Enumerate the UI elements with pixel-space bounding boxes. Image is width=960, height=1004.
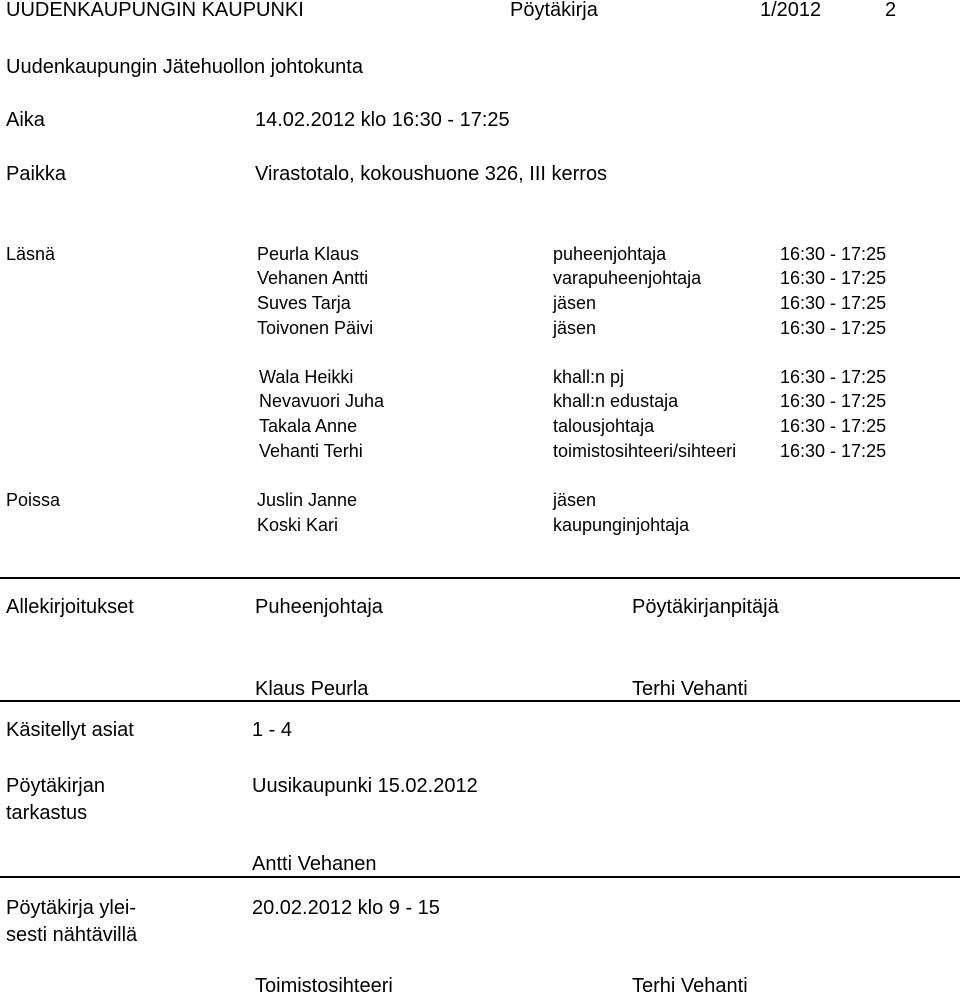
other-time: 16:30 - 17:25 — [780, 367, 887, 387]
member-time: 16:30 - 17:25 — [780, 293, 887, 313]
page-number: 2 — [885, 0, 897, 21]
member-role: varapuheenjohtaja — [553, 268, 702, 288]
other-time: 16:30 - 17:25 — [780, 416, 887, 436]
signer-name: Terhi Vehanti — [632, 975, 748, 997]
chair-title: Puheenjohtaja — [255, 596, 383, 618]
member-name: Vehanen Antti — [257, 268, 369, 288]
time-value: 14.02.2012 klo 16:30 - 17:25 — [255, 109, 510, 131]
other-time: 16:30 - 17:25 — [780, 441, 887, 461]
signatures-label: Allekirjoitukset — [6, 596, 134, 618]
org-name: UUDENKAUPUNGIN KAUPUNKI — [6, 0, 304, 21]
review-value: Uusikaupunki 15.02.2012 — [252, 775, 478, 797]
member-time: 16:30 - 17:25 — [780, 318, 887, 338]
other-role: khall:n edustaja — [553, 391, 679, 411]
other-role: talousjohtaja — [553, 416, 655, 436]
absent-role: jäsen — [553, 490, 597, 510]
member-role: jäsen — [553, 318, 597, 338]
divider-line — [0, 577, 960, 579]
place-value: Virastotalo, kokoushuone 326, III kerros — [255, 163, 608, 185]
absent-role: kaupunginjohtaja — [553, 515, 690, 535]
other-role: toimistosihteeri/sihteeri — [553, 441, 737, 461]
member-name: Peurla Klaus — [257, 244, 360, 264]
items-label: Käsitellyt asiat — [6, 719, 134, 741]
review-label-cont: tarkastus — [6, 802, 88, 824]
items-value: 1 - 4 — [252, 719, 293, 741]
member-role: jäsen — [553, 293, 597, 313]
public-label-cont: sesti nähtävillä — [6, 924, 138, 946]
absent-name: Koski Kari — [257, 515, 339, 535]
present-label: Läsnä — [6, 244, 56, 264]
signer-title: Toimistosihteeri — [255, 975, 393, 997]
member-time: 16:30 - 17:25 — [780, 244, 887, 264]
doc-number: 1/2012 — [760, 0, 822, 21]
other-name: Takala Anne — [259, 416, 358, 436]
doc-type: Pöytäkirja — [510, 0, 598, 21]
divider-line — [0, 876, 960, 878]
other-role: khall:n pj — [553, 367, 625, 387]
chair-name: Klaus Peurla — [255, 678, 369, 700]
divider-line — [0, 700, 960, 702]
public-value: 20.02.2012 klo 9 - 15 — [252, 897, 440, 919]
member-name: Suves Tarja — [257, 293, 351, 313]
time-label: Aika — [6, 109, 45, 131]
other-name: Vehanti Terhi — [259, 441, 363, 461]
other-name: Nevavuori Juha — [259, 391, 385, 411]
absent-name: Juslin Janne — [257, 490, 358, 510]
other-time: 16:30 - 17:25 — [780, 391, 887, 411]
committee-name: Uudenkaupungin Jätehuollon johtokunta — [6, 56, 363, 78]
public-label: Pöytäkirja ylei- — [6, 897, 137, 919]
absent-label: Poissa — [6, 490, 61, 510]
review-label: Pöytäkirjan — [6, 775, 105, 797]
secretary-title: Pöytäkirjanpitäjä — [632, 596, 779, 618]
secretary-name: Terhi Vehanti — [632, 678, 748, 700]
member-time: 16:30 - 17:25 — [780, 268, 887, 288]
reviewer-name: Antti Vehanen — [252, 853, 377, 875]
other-name: Wala Heikki — [259, 367, 354, 387]
member-role: puheenjohtaja — [553, 244, 667, 264]
place-label: Paikka — [6, 163, 67, 185]
member-name: Toivonen Päivi — [257, 318, 374, 338]
